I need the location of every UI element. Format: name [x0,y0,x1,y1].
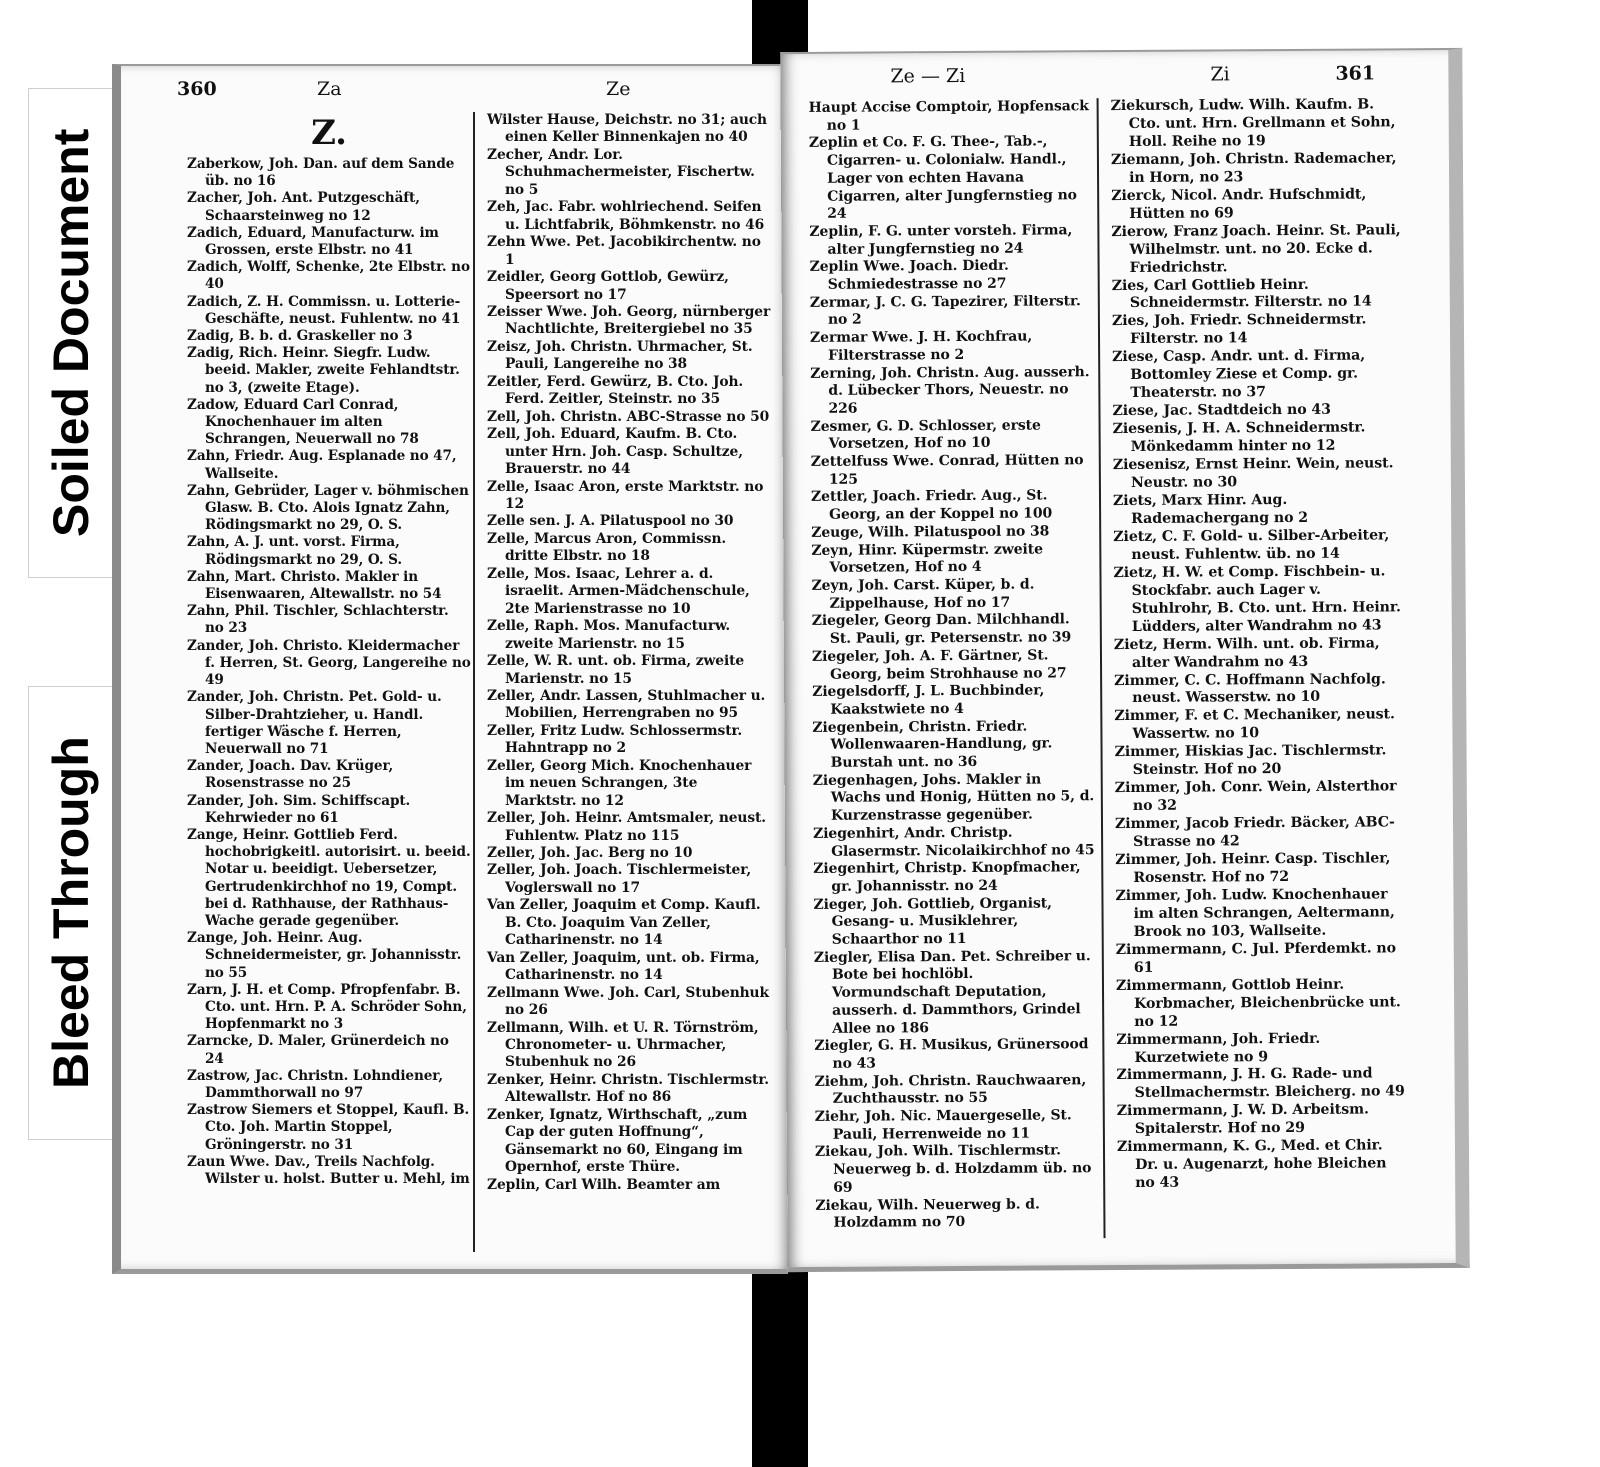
directory-entry: Zelle, Mos. Isaac, Lehrer a. d. israelit. Armen-Mädchenschule, 2te Marienstrasse no 10 [487,565,750,617]
directory-entry: Zeplin, F. G. unter vorsteh. Firma, alter Jungfernstieg no 24 [809,222,1073,258]
directory-entry: Zermar Wwe. J. H. Kochfrau, Filterstrasse no 2 [809,328,1033,364]
directory-entry: Ziemann, Joh. Christn. Rademacher, in Horn, no 23 [1110,150,1397,186]
directory-entry: Zelle, Isaac Aron, erste Marktstr. no 12 [487,478,764,512]
directory-entry: Zeh, Jac. Fabr. wohlriechend. Seifen u. Lichtfabrik, Böhmkenstr. no 46 [487,199,765,233]
left-page [112,64,788,1274]
soiled-document-label: Soiled Document [28,88,114,578]
directory-entry: Zecher, Andr. Lor. Schuhmachermeister, Fischertw. no 5 [487,146,755,198]
directory-entry: Zahn, Gebrüder, Lager v. böhmischen Glasw. B. Cto. Alois Ignatz Zahn, Rödingsmarkt no 29, O. S. [187,482,469,534]
directory-entry: Ziegenhirt, Christp. Knopfmacher, gr. Johannisstr. no 24 [813,859,1081,895]
directory-entry: Zelle sen. J. A. Pilatuspool no 30 [487,513,734,530]
directory-entry: Ziesenis, J. H. A. Schneidermstr. Mönkedamm hinter no 12 [1112,419,1366,456]
directory-entry: Zadich, Eduard, Manufacturw. im Grossen, erste Elbstr. no 41 [187,224,439,259]
right-page [780,48,1469,1272]
left-column-2 [487,112,771,1194]
directory-entry: Zander, Joach. Dav. Krüger, Rosenstrasse no 25 [187,758,394,792]
left-column-1 [187,108,471,1188]
directory-entry: Ziegenbein, Christn. Friedr. Wollenwaaren-Handlung, gr. Burstah unt. no 36 [812,718,1053,771]
directory-entry: Zadig, B. b. d. Graskeller no 3 [187,328,413,345]
directory-entry: Zahn, Friedr. Aug. Esplanade no 47, Wallseite. [187,448,457,482]
directory-entry: Zaberkow, Joh. Dan. auf dem Sande üb. no 16 [187,156,455,190]
right-page-number: 361 [1335,62,1376,85]
directory-entry: Ziegler, Elisa Dan. Pet. Schreiber u. Bote bei hochlöbl. Vormundschaft Deputation, ausserh. d. Dammthors, Grindel Allee no 186 [813,947,1091,1037]
left-header-left: Za [317,78,342,100]
right-header-left: Ze — Zi [890,64,966,88]
directory-entry: Zahn, Mart. Christo. Makler in Eisenwaaren, Altewallstr. no 54 [187,568,442,603]
directory-entry: Zadich, Z. H. Commissn. u. Lotterie-Geschäfte, neust. Fuhlentw. no 41 [187,293,461,327]
directory-entry: Zell, Joh. Eduard, Kaufm. B. Cto. unter Hrn. Joh. Casp. Schultze, Brauerstr. no 44 [487,426,743,478]
directory-entry: Zeplin Wwe. Joach. Diedr. Schmiedestrasse no 27 [809,258,1009,293]
directory-entry: Zimmer, Joh. Conr. Wein, Alsterthor no 32 [1114,778,1397,815]
directory-entry: Zeller, Joh. Heinr. Amtsmaler, neust. Fuhlentw. Platz no 115 [487,810,767,844]
directory-entry: Zange, Joh. Heinr. Aug. Schneidermeister, gr. Johannisstr. no 55 [187,930,462,981]
directory-entry: Zell, Joh. Christn. ABC-Strasse no 50 [487,408,770,425]
directory-entry: Ziegeler, Joh. A. F. Gärtner, St. Georg, beim Strohhause no 27 [811,647,1067,683]
directory-entry: Wilster Hause, Deichstr. no 31; auch einen Keller Binnenkajen no 40 [487,112,767,146]
directory-entry: Zarn, J. H. et Comp. Pfropfenfabr. B. Cto. unt. Hrn. P. A. Schröder Sohn, Hopfenmarkt no 3 [187,981,467,1033]
left-page-number: 360 [177,78,217,100]
bleed-through-label: Bleed Through [28,686,114,1140]
directory-entry: Zange, Heinr. Gottlieb Ferd. hochobrigkeitl. autorisirt. u. beeid. Notar u. beeidigt. Uebersetzer, Gertrudenkirchhof no 19, Compt. bei d. Rathhause, der Rathhaus-Wache gerade gegenüber. [187,826,471,929]
directory-entry: Zeplin, Carl Wilh. Beamter am [487,1176,721,1193]
directory-entry: Zimmer, Jacob Friedr. Bäcker, ABC-Strasse no 42 [1114,814,1395,851]
directory-entry: Ziehm, Joh. Christn. Rauchwaaren, Zuchthausstr. no 55 [814,1071,1087,1108]
directory-entry: Zietz, Herm. Wilh. unt. ob. Firma, alter Wandrahm no 43 [1113,635,1380,671]
directory-entry: Zelle, Raph. Mos. Manufacturw. zweite Marienstr. no 15 [487,618,731,652]
directory-entry: Zeller, Fritz Ludw. Schlossermstr. Hahntrapp no 2 [487,722,743,757]
directory-entry: Zahn, A. J. unt. vorst. Firma, Rödingsmarkt no 29, O. S. [187,534,402,568]
directory-entry: Zadig, Rich. Heinr. Siegfr. Ludw. beeid. Makler, zweite Fehlandtstr. no 3, (zweite Etage). [187,345,460,396]
directory-entry: Zeuge, Wilh. Pilatuspool no 38 [811,523,1050,541]
directory-entry: Zarncke, D. Maler, Grünerdeich no 24 [187,1033,449,1067]
directory-entry: Zacher, Joh. Ant. Putzgeschäft, Schaarsteinweg no 12 [187,190,420,224]
directory-entry: Ziekau, Joh. Wilh. Tischlermstr. Neuerweg b. d. Holzdamm üb. no 69 [814,1142,1092,1196]
directory-entry: Zeller, Georg Mich. Knochenhauer im neuen Schrangen, 3te Marktstr. no 12 [487,757,752,809]
directory-entry: Zander, Joh. Christn. Pet. Gold- u. Silber-Drahtzieher, u. Handl. fertiger Wäsche f. Herren, Neuerwall no 71 [187,689,442,757]
directory-entry: Ziesenisz, Ernst Heinr. Wein, neust. Neustr. no 30 [1112,455,1394,491]
right-column-1 [809,98,1098,1233]
directory-entry: Zenker, Heinr. Christn. Tischlermstr. Altewallstr. Hof no 86 [487,1071,769,1106]
directory-entry: Zeller, Joh. Joach. Tischlermeister, Voglerswall no 17 [487,862,752,896]
directory-entry: Ziegenhirt, Andr. Christp. Glasermstr. Nicolaikirchhof no 45 [813,824,1095,860]
directory-entry: Zierow, Franz Joach. Heinr. St. Pauli, Wilhelmstr. unt. no 20. Ecke d. Friedrichstr. [1111,221,1401,276]
directory-entry: Zimmermann, Joh. Friedr. Kurzetwiete no 9 [1116,1030,1321,1066]
directory-entry: Ziekursch, Ludw. Wilh. Kaufm. B. Cto. unt. Hrn. Grellmann et Sohn, Holl. Reihe no 19 [1110,96,1396,150]
directory-entry: Zimmer, Joh. Ludw. Knochenhauer im alten Schrangen, Aeltermann, Brook no 103, Wallseite. [1115,886,1395,940]
directory-entry: Zieger, Joh. Gottlieb, Organist, Gesang- u. Musiklehrer, Schaarthor no 11 [813,895,1052,948]
directory-entry: Zeisz, Joh. Christn. Uhrmacher, St. Pauli, Langereihe no 38 [487,338,753,373]
directory-entry: Zander, Joh. Sim. Schiffscapt. Kehrwieder no 61 [187,792,411,826]
directory-entry: Zettelfuss Wwe. Conrad, Hütten no 125 [810,452,1084,488]
directory-entry: Zierck, Nicol. Andr. Hufschmidt, Hütten no 69 [1111,186,1367,222]
directory-entry: Zeisser Wwe. Joh. Georg, nürnberger Nachtlichte, Breitergiebel no 35 [487,303,771,338]
directory-entry: Zimmermann, Gottlob Heinr. Korbmacher, Bleichenbrücke unt. no 12 [1115,976,1401,1030]
directory-entry: Zettler, Joach. Friedr. Aug., St. Georg, an der Koppel no 100 [810,487,1053,523]
directory-entry: Zietz, H. W. et Comp. Fischbein- u. Stockfabr. auch Lager v. Stuhlrohr, B. Cto. unt. Hrn. Heinr. Lüdders, alter Wandrahm no 43 [1113,563,1401,635]
directory-entry: Zelle, Marcus Aron, Commissn. dritte Elbstr. no 18 [487,530,727,565]
directory-entry: Zietz, C. F. Gold- u. Silber-Arbeiter, neust. Fuhlentw. üb. no 14 [1113,527,1390,563]
directory-entry: Zimmermann, J. W. D. Arbeitsm. Spitalerstr. Hof no 29 [1116,1101,1369,1138]
left-header-right: Ze [606,78,631,100]
column-divider [473,112,475,1252]
directory-entry: Zimmer, F. et C. Mechaniker, neust. Wassertw. no 10 [1114,706,1395,743]
section-letter: Z. [311,113,347,153]
directory-entry: Zimmermann, C. Jul. Pferdemkt. no 61 [1115,940,1397,976]
directory-entry: Zahn, Phil. Tischler, Schlachterstr. no 23 [187,603,449,637]
directory-entry: Zastrow, Jac. Christn. Lohndiener, Dammthorwall no 97 [187,1067,443,1101]
directory-entry: Ziese, Casp. Andr. unt. d. Firma, Bottomley Ziese et Comp. gr. Theaterstr. no 37 [1112,347,1366,402]
directory-entry: Ziets, Marx Hinr. Aug. Rademachergang no 2 [1112,491,1309,527]
directory-entry: Ziegeler, Georg Dan. Milchhandl. St. Pauli, gr. Petersenstr. no 39 [811,611,1072,647]
directory-entry: Van Zeller, Joaquim, unt. ob. Firma, Catharinenstr. no 14 [487,949,760,984]
directory-entry: Zeplin et Co. F. G. Thee-, Tab.-, Cigarren- u. Colonialw. Handl., Lager von echten Havana Cigarren, alter Jungfernstieg no 24 [808,133,1077,223]
directory-entry: Ziese, Jac. Stadtdeich no 43 [1112,401,1331,420]
directory-entry: Zehn Wwe. Pet. Jacobikirchentw. no 1 [487,234,761,268]
directory-entry: Zies, Joh. Friedr. Schneidermstr. Filterstr. no 14 [1111,311,1367,348]
directory-entry: Zadich, Wolff, Schenke, 2te Elbstr. no 40 [187,259,470,293]
directory-entry: Zeyn, Hinr. Küpermstr. zweite Vorsetzen, Hof no 4 [811,541,1043,577]
spine-strip-bottom [752,1258,808,1467]
directory-entry: Zimmer, C. C. Hoffmann Nachfolg. neust. Wasserstw. no 10 [1114,670,1386,707]
directory-entry: Ziehr, Joh. Nic. Mauergeselle, St. Pauli, Herrenweide no 11 [814,1107,1072,1143]
directory-entry: Zermar, J. C. G. Tapezirer, Filterstr. no 2 [809,292,1081,329]
directory-entry: Zeitler, Ferd. Gewürz, B. Cto. Joh. Ferd. Zeitler, Steinstr. no 35 [487,373,744,408]
directory-entry: Zies, Carl Gottlieb Heinr. Schneidermstr. Filterstr. no 14 [1111,276,1372,312]
directory-entry: Zastrow Siemers et Stoppel, Kaufl. B. Cto. Joh. Martin Stoppel, Gröningerstr. no 31 [187,1102,470,1153]
directory-entry: Ziegelsdorff, J. L. Buchbinder, Kaakstwiete no 4 [812,682,1045,718]
directory-entry: Zeller, Joh. Jac. Berg no 10 [487,845,693,862]
directory-entry: Zerning, Joh. Christn. Aug. ausserh. d. Lübecker Thors, Neuestr. no 226 [810,363,1090,417]
directory-entry: Zeidler, Georg Gottlob, Gewürz, Speersort no 17 [487,269,729,303]
directory-entry: Van Zeller, Joaquim et Comp. Kaufl. B. Cto. Joaquim Van Zeller, Catharinenstr. no 14 [487,897,761,949]
right-column-2 [1111,96,1408,1193]
directory-entry: Zeller, Andr. Lassen, Stuhlmacher u. Mobilien, Herrengraben no 95 [487,687,766,722]
directory-entry: Zimmer, Hiskias Jac. Tischlermstr. Steinstr. Hof no 20 [1114,742,1387,779]
directory-entry: Zadow, Eduard Carl Conrad, Knochenhauer im alten Schrangen, Neuerwall no 78 [187,396,419,448]
directory-entry: Haupt Accise Comptoir, Hopfensack no 1 [808,98,1089,134]
directory-entry: Zesmer, G. D. Schlosser, erste Vorsetzen, Hof no 10 [810,417,1041,453]
directory-entry: Zimmer, Joh. Heinr. Casp. Tischler, Rosenstr. Hof no 72 [1115,850,1391,886]
directory-entry: Zenker, Ignatz, Wirthschaft, „zum Cap der guten Hoffnung“, Gänsemarkt no 60, Eingang im Opernhof, erste Thüre. [487,1106,748,1176]
directory-entry: Ziegenhagen, Johs. Makler in Wachs und Honig, Hütten no 5, d. Kurzenstrasse gegenüber. [812,771,1095,824]
column-divider [1097,98,1106,1238]
right-header-right: Zi [1210,63,1230,86]
directory-entry: Zelle, W. R. unt. ob. Firma, zweite Marienstr. no 15 [487,653,745,687]
directory-entry: Ziegler, G. H. Musikus, Grünersood no 43 [814,1036,1089,1072]
directory-entry: Zellmann, Wilh. et U. R. Törnström, Chronometer- u. Uhrmacher, Stubenhuk no 26 [487,1019,759,1071]
directory-entry: Zimmermann, K. G., Med. et Chir. Dr. u. Augenarzt, hohe Bleichen no 43 [1116,1137,1387,1192]
directory-entry: Zander, Joh. Christo. Kleidermacher f. Herren, St. Georg, Langereihe no 49 [187,637,471,689]
directory-entry: Zellmann Wwe. Joh. Carl, Stubenhuk no 26 [487,984,769,1019]
directory-entry: Zimmermann, J. H. G. Rade- und Stellmachermstr. Bleicherg. no 49 [1116,1065,1405,1102]
directory-entry: Zaun Wwe. Dav., Treils Nachfolg. Wilster u. holst. Butter u. Mehl, im [187,1153,470,1187]
directory-entry: Zeyn, Joh. Carst. Küper, b. d. Zippelhause, Hof no 17 [811,576,1035,612]
directory-entry: Ziekau, Wilh. Neuerweg b. d. Holzdamm no 70 [815,1196,1040,1232]
